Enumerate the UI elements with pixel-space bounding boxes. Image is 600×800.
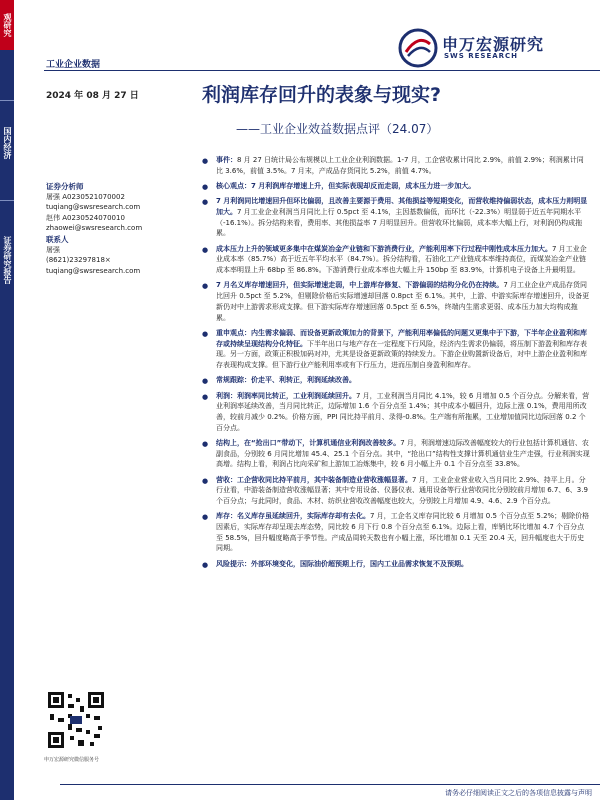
analyst-line: 屠强 A0230521070002: [46, 193, 125, 202]
summary-paragraph: ● 常规跟踪：价走平、利转正，利润延续改善。: [202, 376, 356, 386]
logo-text-cn: 申万宏源研究: [442, 35, 545, 54]
bullet-icon: ●: [202, 157, 209, 165]
bullet-icon: ●: [202, 198, 209, 207]
company-logo: [398, 28, 578, 68]
analyst-email: tuqiang@swsresearch.com: [46, 203, 141, 212]
contact-email: tuqiang@swsresearch.com: [46, 266, 141, 275]
qr-code-icon: [46, 690, 106, 750]
report-category: 工业企业数据: [46, 60, 101, 70]
summary-paragraph: ● 营收：工企营收同比持平前月，其中装备制造业营收涨幅显著。7 月，工业企业营业收入当月同比 2.9%、持平上月。分行业看，中游装备制造营收涨幅显著；其中专用设备、仪器仪表、通用设备等行业营收同比分别较前月增加 6.7、6、3.9 个百分点；与此同时，食品、木材、纺织业营收改善幅度也较大，分别较上月增加 4.9、4.6、2.9 个百分点。: [202, 475, 588, 506]
summary-paragraph: ● 结构上，在“抢出口”带动下，计算机通信业利润改善较多。7 月，利润增速边际改善幅度较大的行业包括计算机通信、农副食品，分别较 6 月同比增加 45.4、25.1 个百分点。其中，“抢出口”结构性支撑计算机通信业生产走强，行业利润实现高增。结构上看，利润占比向采矿和上游加工冶炼集中，较 6 月小幅上升 0.1 个百分点至 33.8%。: [202, 438, 590, 469]
header-divider: [44, 70, 600, 71]
summary-paragraph: ● 库存：名义库存虽延续回升，实际库存却有去化。7 月，工企名义库存同比较 6 月增加 0.5 个百分点至 5.2%；剔除价格因素后，实际库存却呈现去库态势，同比较 6 月下行 0.8 个百分点至 6.1%。边际上看，库销比环比增加 4.7 个百分点至 58.5%，回升幅度略高于季节性。产成品周转天数也有小幅上涨，环比增加 0.1 天至 20.4 天，回升幅度也大于历史同期。: [202, 512, 590, 553]
bullet-icon: ●: [202, 183, 209, 191]
summary-paragraph: ● 利润：利润率同比转正，工业利润延续回升。7 月，工业利润当月同比 4.1%，较 6 月增加 0.5 个百分点。分解来看，营业利润率延续改善，当月同比转正，边际增加 1.6 个百分点至 1.4%；其中成本小幅回升，边际上涨 0.1%，费用用所改善，较前月减少 0.2%。价格方面，PPI 同比持平前月、录得-0.8%。生产端有所拖累，工业增加值同比边际回落 0.2 个百分点。: [202, 391, 590, 432]
bullet-icon: ●: [202, 245, 209, 254]
page-footer: [0, 784, 600, 800]
logo-mark-icon: [398, 28, 438, 68]
report-title: 利润库存回升的表象与现实?: [202, 84, 442, 106]
sidebar-label-report: 证券研究报告: [3, 236, 12, 284]
sidebar-divider: [0, 200, 14, 201]
analyst-info: [46, 182, 196, 276]
report-date: 2024 年 08 月 27 日: [46, 91, 139, 101]
summary-paragraph: ● 重申观点：内生需求偏弱、而设备更新政策加力的背景下，产能利用率偏低的问题又更集中于下游，下半年企业盈利和库存或持续呈现结构分化特征。下半年出口与地产存在一定程度下行风险，经济内生需求仍偏弱，将压制下游盈利和库存表现。另一方面，政策正积极加码对冲，尤其是设备更新政策的持续发力。下游企业购置新设备后，对中上游企业盈利和库存表现构成支撑。但下游行业产能利用率或有下行压力，进而压制自身盈利和库存。: [202, 328, 587, 369]
summary-paragraph: ● 成本压力上升的领域更多集中在煤炭冶金产业链和下游消费行业，产能利用率下行过程中刚性成本压力加大。7 月工业企业成本率（85.7%）高于近五年平均水平（84.7%）。拆分结构看，石油化工产业链成本率维持高位，而煤炭冶金产业链成本率明显上升 68bp 至 86.8%。下游消费行业成本率也大幅上升 150bp 至 83.9%，计算机电子设备上升最明显。: [202, 244, 587, 275]
sidebar-divider: [0, 100, 14, 101]
bullet-icon: ●: [202, 282, 209, 291]
logo-text-en: SWS RESEARCH: [444, 52, 519, 60]
bullet-icon: ●: [202, 377, 209, 386]
disclaimer-note: 请务必仔细阅读正文之后的各项信息披露与声明: [445, 789, 592, 797]
summary-paragraph: ● 7 月利润同比增速回升但环比偏弱，且改善主要源于费用、其他损益等短期变化，而营收维持偏弱状态，成本压力则明显加大。7 月工业企业利润当月同比上行 0.5pct 至 4.1%，主因基数偏低，而环比（-22.3%）明显弱于近五年同期水平（-16.1%）。拆分结构来看，费用率、其他损益率 7 月明显回升。但营收环比偏弱，成本率大幅上行，对利润仍构成拖累。: [202, 197, 588, 238]
footer-divider: [60, 784, 600, 785]
bullet-icon: ●: [202, 392, 209, 401]
bullet-icon: ●: [202, 560, 209, 569]
contact-name: 屠强: [46, 246, 60, 255]
contact-phone: (8621)23297818×: [46, 256, 111, 265]
analyst-line: 赵伟 A0230524070010: [46, 213, 125, 222]
bullet-icon: ●: [202, 476, 209, 485]
report-subtitle: ——工业企业效益数据点评（24.07）: [236, 122, 439, 136]
sidebar-label-research: 观研究: [0, 0, 14, 50]
analyst-email: zhaowei@swsresearch.com: [46, 223, 143, 232]
bullet-icon: ●: [202, 439, 209, 448]
contact-heading: 联系人: [46, 235, 69, 245]
bullet-icon: ●: [202, 329, 209, 338]
sidebar-label-economy: 国内经济: [3, 127, 12, 159]
report-body: [200, 155, 590, 574]
qr-caption: 申万宏源研究微信服务号: [44, 757, 100, 763]
summary-paragraph: ● 事件：8 月 27 日统计局公布规模以上工业企业利润数据。1-7 月，工企营收累计同比 2.9%，前值 2.9%；利润累计同比 3.6%，前值 3.5%。7 月末，产成品存货同比 5.2%，前值 4.7%。: [202, 156, 584, 175]
bullet-icon: ●: [202, 513, 209, 522]
summary-paragraph: ● 7 月名义库存增速回升，但实际增速走弱，中上游库存修复、下游偏弱的结构分化仍在持续。7 月工业企业产成品存货同比回升 0.5pct 至 5.2%，但剔除价格后实际增速却回落 0.8pct 至 6.1%。其中，上游、中游实际库存增速回升，设备更新仍对中上游需求形成支撑。但下游实际库存增速回落 0.5pct 至 6.5%，终端内生需求更弱、成本压力加大均构成拖累。: [202, 281, 590, 322]
analyst-heading: 证券分析师: [46, 182, 84, 191]
risk-paragraph: ● 风险提示：外部环境变化，国际油价超预期上行，国内工业品需求恢复不及预期。: [202, 559, 468, 569]
summary-paragraph: ● 核心观点：7 月利润库存增速上升，但实际表现却反而走弱，成本压力进一步加大。: [202, 182, 476, 191]
